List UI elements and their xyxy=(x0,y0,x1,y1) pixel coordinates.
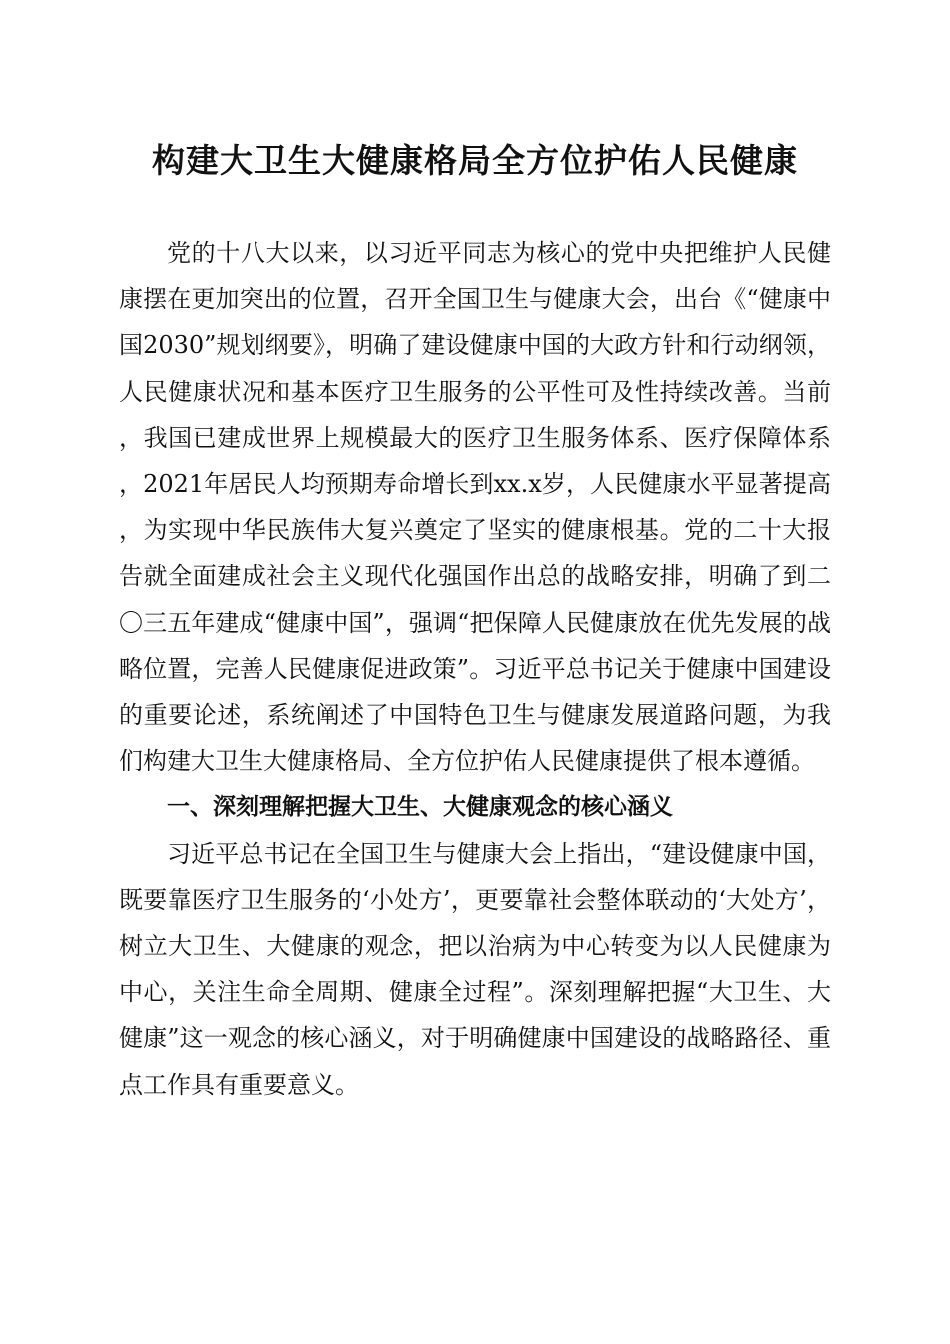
intro-paragraph: 党的十八大以来，以习近平同志为核心的党中央把维护人民健康摆在更加突出的位置，召开全国卫生与健康大会，出台《“健康中国2030”规划纲要》，明确了建设健康中国的大政方针和行动纲领，人民健康状况和基本医疗卫生服务的公平性可及性持续改善。当前，我国已建成世界上规模最大的医疗卫生服务体系、医疗保障体系，2021年居民人均预期寿命增长到xx.x岁，人民健康水平显著提高，为实现中华民族伟大复兴奠定了坚实的健康根基。党的二十大报告就全面建成社会主义现代化强国作出总的战略安排，明确了到二〇三五年建成“健康中国”，强调“把保障人民健康放在优先发展的战略位置，完善人民健康促进政策”。习近平总书记关于健康中国建设的重要论述，系统阐述了中国特色卫生与健康发展道路问题，为我们构建大卫生大健康格局、全方位护佑人民健康提供了根本遵循。 xyxy=(119,239,831,776)
section-heading: 一、深刻理解把握大卫生、大健康观念的核心涵义 xyxy=(167,794,673,821)
section-paragraph: 习近平总书记在全国卫生与健康大会上指出，“建设健康中国，既要靠医疗卫生服务的‘小处方’，更要靠社会整体联动的‘大处方’，树立大卫生、大健康的观念，把以治病为中心转变为以人民健康为中心，关注生命全周期、健康全过程”。深刻理解把握“大卫生、大健康”这一观念的核心涵义，对于明确健康中国建设的战略路径、重点工作具有重要意义。 xyxy=(119,839,831,1099)
document-body xyxy=(119,230,831,1108)
document-title: 构建大卫生大健康格局全方位护佑人民健康 xyxy=(152,141,798,180)
